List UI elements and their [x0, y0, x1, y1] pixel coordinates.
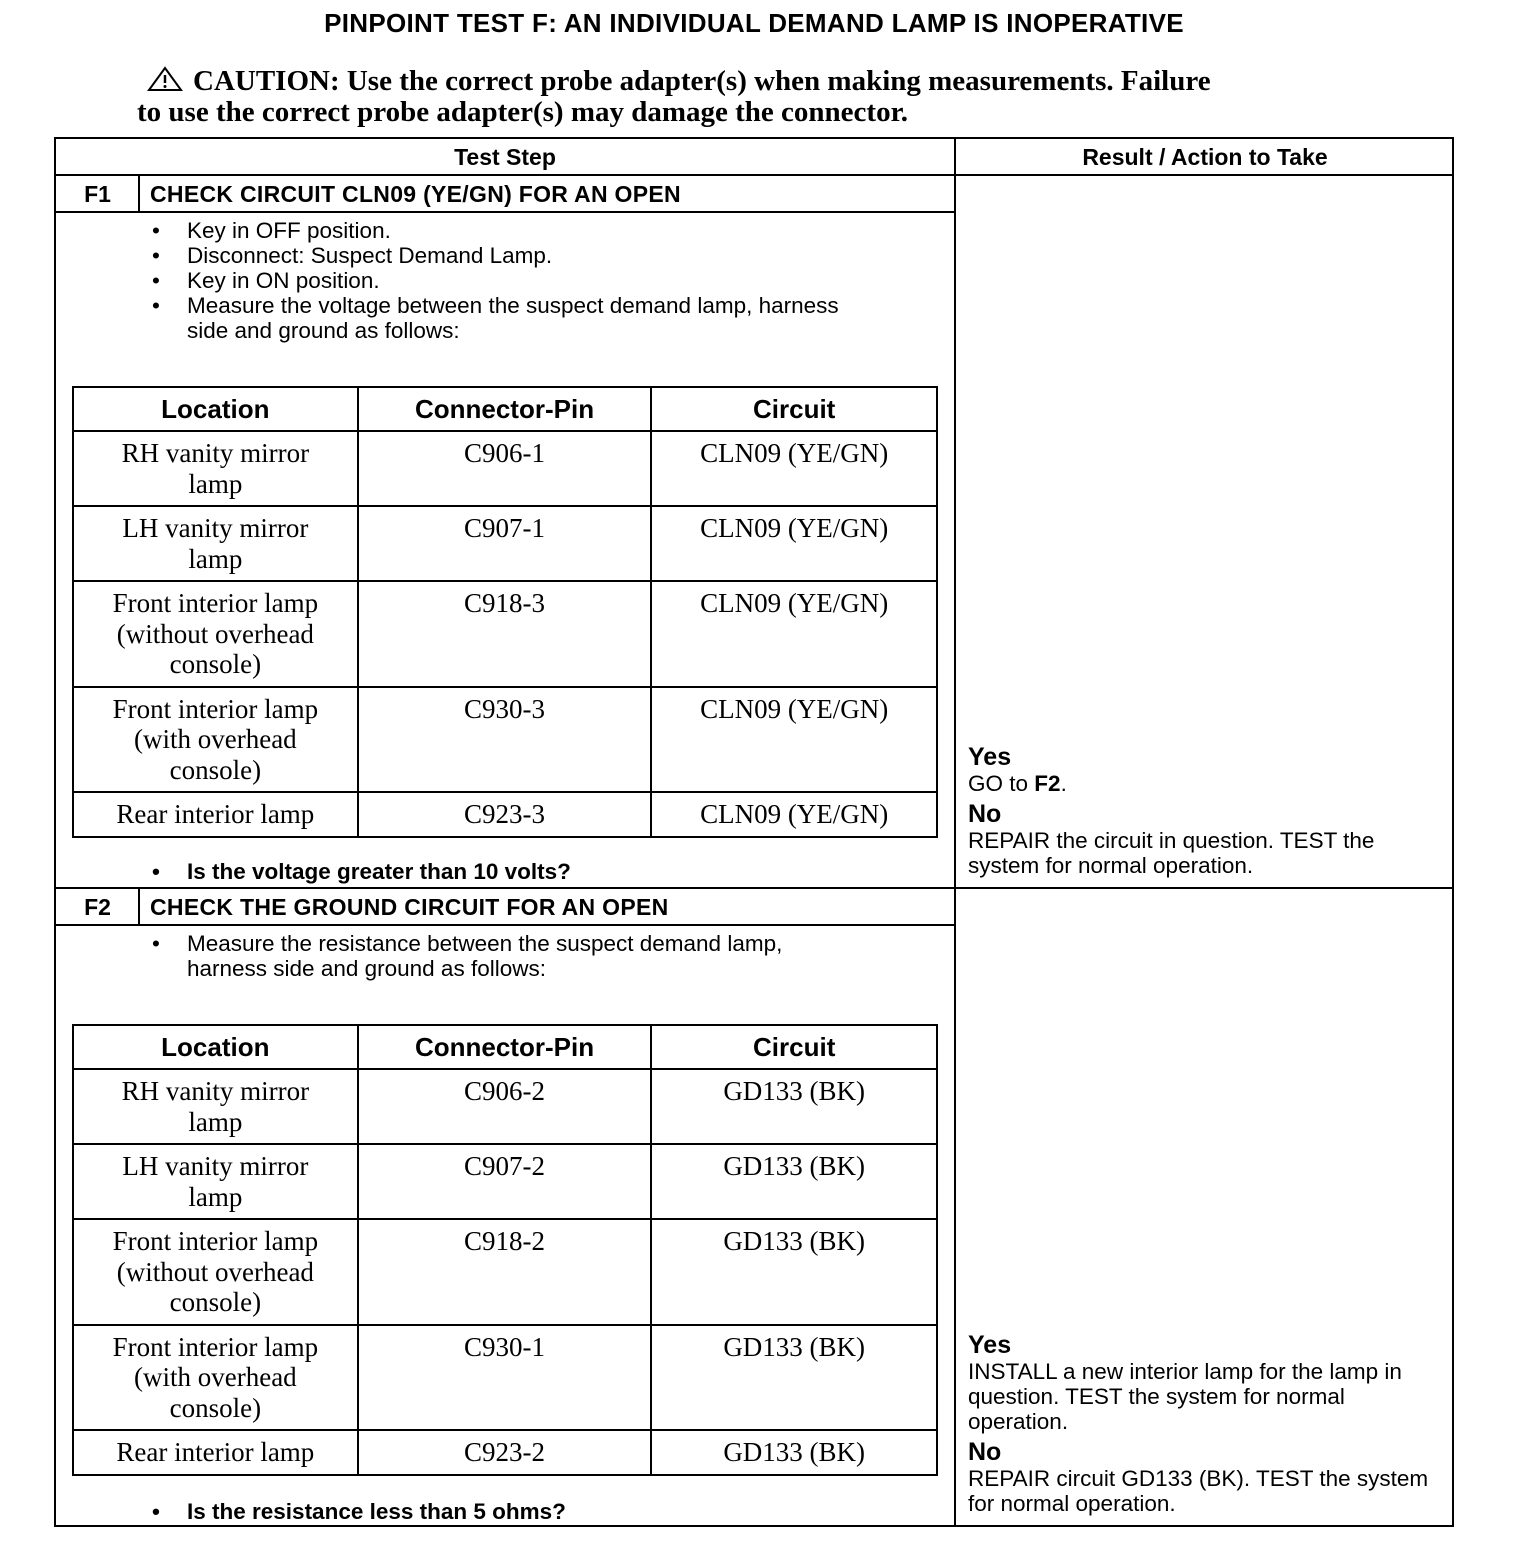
- connector-pin-cell: C918-3: [358, 581, 652, 687]
- caution-note: [137, 66, 1337, 128]
- instruction-item: • Measure the resistance between the suspect demand lamp, harness side and ground as follows:: [150, 931, 850, 981]
- no-action: REPAIR the circuit in question. TEST the system for normal operation.: [968, 828, 1375, 878]
- divider: [56, 211, 954, 213]
- connector-pin-cell: C907-2: [358, 1144, 652, 1219]
- table-row: [73, 506, 937, 581]
- connector-pin-cell: C918-2: [358, 1219, 652, 1325]
- column-header: Circuit: [651, 387, 937, 431]
- step-title: CHECK CIRCUIT CLN09 (YE/GN) FOR AN OPEN: [150, 181, 681, 207]
- table-row: [73, 581, 937, 687]
- column-header: Location: [73, 1025, 358, 1069]
- step-id: F2: [84, 894, 111, 920]
- test-question: • Is the resistance less than 5 ohms?: [150, 1499, 566, 1525]
- circuit-cell: GD133 (BK): [651, 1144, 937, 1219]
- header-test-step: Test Step: [454, 144, 556, 170]
- location-cell: Front interior lamp (with overhead console): [73, 687, 358, 793]
- table-row: [73, 792, 937, 837]
- result-f2: [968, 1331, 1448, 1520]
- table-row: [73, 1430, 937, 1475]
- result-f1: [968, 743, 1448, 882]
- circuit-cell: GD133 (BK): [651, 1325, 937, 1431]
- page-title: PINPOINT TEST F: AN INDIVIDUAL DEMAND LAMP IS INOPERATIVE: [324, 8, 1184, 38]
- divider: [138, 176, 140, 212]
- location-cell: LH vanity mirror lamp: [73, 506, 358, 581]
- column-header: Connector-Pin: [358, 1025, 652, 1069]
- step-id: F1: [84, 181, 111, 207]
- header-result: Result / Action to Take: [1082, 144, 1328, 170]
- connector-pin-cell: C906-1: [358, 431, 652, 506]
- location-cell: Front interior lamp (with overhead console): [73, 1325, 358, 1431]
- connector-pin-cell: C930-1: [358, 1325, 652, 1431]
- location-cell: RH vanity mirror lamp: [73, 431, 358, 506]
- instruction-list: [150, 931, 850, 981]
- column-header: Location: [73, 387, 358, 431]
- table-header-row: [73, 387, 937, 431]
- instruction-item: • Measure the voltage between the suspect demand lamp, harness side and ground as follows:: [150, 293, 850, 343]
- step-title: CHECK THE GROUND CIRCUIT FOR AN OPEN: [150, 894, 669, 920]
- circuit-cell: GD133 (BK): [651, 1219, 937, 1325]
- measurement-table: [72, 1024, 938, 1476]
- yes-action: INSTALL a new interior lamp for the lamp in question. TEST the system for normal operation.: [968, 1359, 1402, 1434]
- column-header: Connector-Pin: [358, 387, 652, 431]
- table-row: [73, 431, 937, 506]
- no-action: REPAIR circuit GD133 (BK). TEST the system for normal operation.: [968, 1466, 1429, 1516]
- test-question: • Is the voltage greater than 10 volts?: [150, 859, 571, 885]
- location-cell: RH vanity mirror lamp: [73, 1069, 358, 1144]
- location-cell: Front interior lamp (without overhead console): [73, 1219, 358, 1325]
- connector-pin-cell: C923-3: [358, 792, 652, 837]
- measurement-table: [72, 386, 938, 838]
- pinpoint-test-table: [54, 137, 1454, 1527]
- circuit-cell: CLN09 (YE/GN): [651, 506, 937, 581]
- divider: [138, 889, 140, 925]
- caution-line-2: to use the correct probe adapter(s) may damage the connector.: [137, 96, 909, 128]
- circuit-cell: GD133 (BK): [651, 1430, 937, 1475]
- circuit-cell: CLN09 (YE/GN): [651, 431, 937, 506]
- connector-pin-cell: C930-3: [358, 687, 652, 793]
- location-cell: Rear interior lamp: [73, 792, 358, 837]
- table-row: [73, 1144, 937, 1219]
- circuit-cell: CLN09 (YE/GN): [651, 581, 937, 687]
- warning-triangle-icon: [147, 65, 193, 97]
- location-cell: LH vanity mirror lamp: [73, 1144, 358, 1219]
- location-cell: Rear interior lamp: [73, 1430, 358, 1475]
- circuit-cell: CLN09 (YE/GN): [651, 687, 937, 793]
- step-link-f2[interactable]: F2: [1034, 771, 1061, 796]
- yes-action: GO to F2.: [968, 771, 1067, 796]
- step-f2: [56, 889, 954, 1525]
- divider: [954, 139, 956, 1525]
- step-f1: [56, 176, 954, 889]
- table-row: [73, 1219, 937, 1325]
- instruction-item: • Key in ON position.: [150, 268, 850, 293]
- no-label: No: [968, 1438, 1002, 1466]
- column-header: Circuit: [651, 1025, 937, 1069]
- table-row: [73, 1069, 937, 1144]
- table-header-row: [73, 1025, 937, 1069]
- instruction-item: • Key in OFF position.: [150, 218, 850, 243]
- location-cell: Front interior lamp (without overhead console): [73, 581, 358, 687]
- instruction-list: [150, 218, 850, 343]
- connector-pin-cell: C907-1: [358, 506, 652, 581]
- yes-label: Yes: [968, 743, 1012, 771]
- connector-pin-cell: C923-2: [358, 1430, 652, 1475]
- divider: [56, 924, 954, 926]
- circuit-cell: GD133 (BK): [651, 1069, 937, 1144]
- table-row: [73, 1325, 937, 1431]
- instruction-item: • Disconnect: Suspect Demand Lamp.: [150, 243, 850, 268]
- caution-line-1: CAUTION: Use the correct probe adapter(s) when making measurements. Failure: [193, 65, 1211, 97]
- yes-label: Yes: [968, 1331, 1012, 1359]
- table-row: [73, 687, 937, 793]
- circuit-cell: CLN09 (YE/GN): [651, 792, 937, 837]
- connector-pin-cell: C906-2: [358, 1069, 652, 1144]
- no-label: No: [968, 800, 1002, 828]
